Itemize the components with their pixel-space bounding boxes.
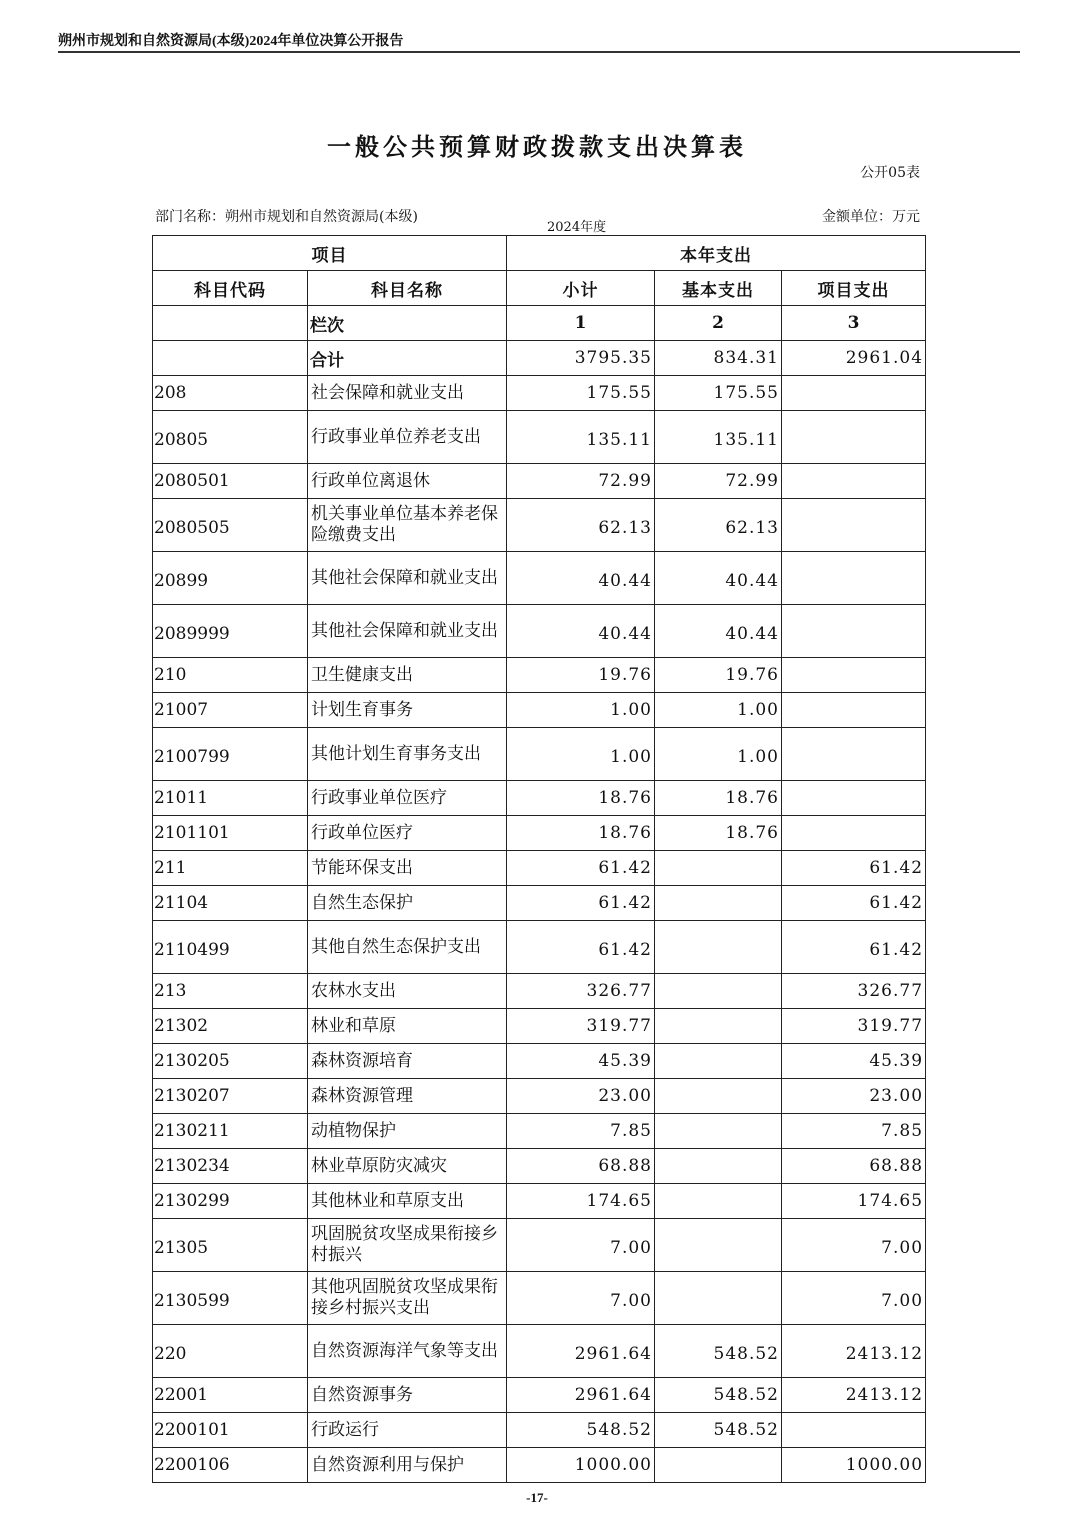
col-index-2: 2 [655, 306, 782, 341]
row-project: 23.00 [782, 1079, 926, 1114]
row-project [782, 1413, 926, 1448]
row-basic: 135.11 [655, 411, 782, 464]
row-project [782, 693, 926, 728]
expenditure-table [152, 235, 926, 1483]
row-code: 2101101 [153, 816, 308, 851]
row-code: 21305 [153, 1219, 308, 1272]
amount-unit: 金额单位：万元 [822, 209, 920, 225]
col-subtotal-header: 小计 [507, 271, 655, 306]
row-basic: 18.76 [655, 781, 782, 816]
row-basic: 40.44 [655, 605, 782, 658]
row-project [782, 376, 926, 411]
row-subtotal: 72.99 [507, 464, 655, 499]
row-subtotal: 61.42 [507, 851, 655, 886]
row-project: 7.85 [782, 1114, 926, 1149]
total-row [153, 341, 926, 376]
row-code: 20805 [153, 411, 308, 464]
fiscal-year: 2024年度 [547, 220, 607, 235]
row-name: 其他计划生育事务支出 [308, 728, 507, 781]
row-basic: 548.52 [655, 1378, 782, 1413]
row-subtotal: 174.65 [507, 1184, 655, 1219]
row-name: 机关事业单位基本养老保险缴费支出 [308, 499, 507, 552]
row-subtotal: 7.85 [507, 1114, 655, 1149]
row-project: 2413.12 [782, 1378, 926, 1413]
row-code: 213 [153, 974, 308, 1009]
row-subtotal: 175.55 [507, 376, 655, 411]
col-index-3: 3 [782, 306, 926, 341]
row-subtotal: 18.76 [507, 816, 655, 851]
row-code: 2130234 [153, 1149, 308, 1184]
form-code: 公开05表 [860, 165, 920, 181]
row-basic: 175.55 [655, 376, 782, 411]
row-project: 174.65 [782, 1184, 926, 1219]
table-row [153, 1114, 926, 1149]
col-code-header: 科目代码 [153, 271, 308, 306]
row-code: 2100799 [153, 728, 308, 781]
row-subtotal: 548.52 [507, 1413, 655, 1448]
row-name: 森林资源管理 [308, 1079, 507, 1114]
table-row [153, 781, 926, 816]
header-year-expense: 本年支出 [507, 236, 926, 271]
row-index-label: 栏次 [308, 306, 507, 341]
row-project: 319.77 [782, 1009, 926, 1044]
row-name: 巩固脱贫攻坚成果衔接乡村振兴 [308, 1219, 507, 1272]
row-basic [655, 1448, 782, 1483]
row-code: 2130205 [153, 1044, 308, 1079]
row-name: 社会保障和就业支出 [308, 376, 507, 411]
row-project [782, 464, 926, 499]
row-code: 21011 [153, 781, 308, 816]
table-row [153, 1184, 926, 1219]
row-basic [655, 886, 782, 921]
col-index-1: 1 [507, 306, 655, 341]
page-title: 一般公共预算财政拨款支出决算表 [327, 132, 747, 161]
row-project [782, 499, 926, 552]
row-subtotal: 62.13 [507, 499, 655, 552]
total-basic: 834.31 [655, 341, 782, 376]
table-row [153, 1149, 926, 1184]
row-project: 45.39 [782, 1044, 926, 1079]
row-name: 其他林业和草原支出 [308, 1184, 507, 1219]
table-row [153, 1413, 926, 1448]
row-subtotal: 68.88 [507, 1149, 655, 1184]
row-code: 2089999 [153, 605, 308, 658]
row-project [782, 411, 926, 464]
row-basic: 548.52 [655, 1413, 782, 1448]
row-name: 其他社会保障和就业支出 [308, 605, 507, 658]
row-basic [655, 1009, 782, 1044]
row-basic: 1.00 [655, 693, 782, 728]
row-subtotal: 1.00 [507, 728, 655, 781]
row-code: 21104 [153, 886, 308, 921]
row-basic: 40.44 [655, 552, 782, 605]
row-basic: 62.13 [655, 499, 782, 552]
row-code: 2080501 [153, 464, 308, 499]
row-basic: 18.76 [655, 816, 782, 851]
row-name: 动植物保护 [308, 1114, 507, 1149]
row-subtotal: 135.11 [507, 411, 655, 464]
table-row [153, 1378, 926, 1413]
row-basic [655, 1114, 782, 1149]
row-subtotal: 319.77 [507, 1009, 655, 1044]
row-basic [655, 1272, 782, 1325]
col-project-header: 项目支出 [782, 271, 926, 306]
row-project: 61.42 [782, 851, 926, 886]
row-code: 210 [153, 658, 308, 693]
row-name: 其他自然生态保护支出 [308, 921, 507, 974]
row-basic [655, 921, 782, 974]
row-basic [655, 1149, 782, 1184]
row-code: 2080505 [153, 499, 308, 552]
row-project [782, 816, 926, 851]
row-project: 1000.00 [782, 1448, 926, 1483]
row-basic [655, 974, 782, 1009]
row-code: 2130299 [153, 1184, 308, 1219]
row-basic [655, 1079, 782, 1114]
row-project: 7.00 [782, 1219, 926, 1272]
table-row [153, 921, 926, 974]
table-row [153, 499, 926, 552]
row-subtotal: 1.00 [507, 693, 655, 728]
department-name: 部门名称：朔州市规划和自然资源局(本级) [155, 209, 418, 225]
row-name: 森林资源培育 [308, 1044, 507, 1079]
total-label: 合计 [308, 341, 507, 376]
row-project [782, 728, 926, 781]
row-basic [655, 851, 782, 886]
row-project [782, 552, 926, 605]
table-row [153, 974, 926, 1009]
col-name-header: 科目名称 [308, 271, 507, 306]
row-code: 21302 [153, 1009, 308, 1044]
row-code: 2130599 [153, 1272, 308, 1325]
table-row [153, 1448, 926, 1483]
page-number: -17- [526, 1490, 548, 1505]
row-name: 行政单位离退休 [308, 464, 507, 499]
row-subtotal: 326.77 [507, 974, 655, 1009]
table-row [153, 693, 926, 728]
table-row [153, 851, 926, 886]
table-row [153, 552, 926, 605]
row-basic: 1.00 [655, 728, 782, 781]
row-project [782, 781, 926, 816]
row-project: 61.42 [782, 886, 926, 921]
row-code: 21007 [153, 693, 308, 728]
table-row [153, 1272, 926, 1325]
row-code: 2200106 [153, 1448, 308, 1483]
row-name: 行政单位医疗 [308, 816, 507, 851]
table-row [153, 411, 926, 464]
row-subtotal: 7.00 [507, 1219, 655, 1272]
header-project: 项目 [153, 236, 507, 271]
row-subtotal: 61.42 [507, 921, 655, 974]
table-row [153, 816, 926, 851]
table-row [153, 728, 926, 781]
row-subtotal: 7.00 [507, 1272, 655, 1325]
row-code: 2130207 [153, 1079, 308, 1114]
row-code: 2110499 [153, 921, 308, 974]
table-row [153, 1325, 926, 1378]
running-header: 朔州市规划和自然资源局(本级)2024年单位决算公开报告 [58, 34, 404, 49]
row-code: 211 [153, 851, 308, 886]
table-row [153, 1009, 926, 1044]
row-code: 220 [153, 1325, 308, 1378]
table-row [153, 1079, 926, 1114]
row-project [782, 658, 926, 693]
table-row [153, 605, 926, 658]
row-name: 自然资源海洋气象等支出 [308, 1325, 507, 1378]
row-subtotal: 2961.64 [507, 1325, 655, 1378]
row-name: 行政运行 [308, 1413, 507, 1448]
row-basic: 72.99 [655, 464, 782, 499]
row-subtotal: 23.00 [507, 1079, 655, 1114]
total-subtotal: 3795.35 [507, 341, 655, 376]
row-code: 20899 [153, 552, 308, 605]
total-project: 2961.04 [782, 341, 926, 376]
row-name: 农林水支出 [308, 974, 507, 1009]
row-name: 自然资源事务 [308, 1378, 507, 1413]
row-name: 自然生态保护 [308, 886, 507, 921]
row-name: 卫生健康支出 [308, 658, 507, 693]
row-subtotal: 1000.00 [507, 1448, 655, 1483]
row-subtotal: 40.44 [507, 605, 655, 658]
table-row [153, 1044, 926, 1079]
row-code: 208 [153, 376, 308, 411]
row-name: 计划生育事务 [308, 693, 507, 728]
row-name: 行政事业单位养老支出 [308, 411, 507, 464]
table-row [153, 1219, 926, 1272]
row-code: 2200101 [153, 1413, 308, 1448]
row-subtotal: 40.44 [507, 552, 655, 605]
row-project: 61.42 [782, 921, 926, 974]
row-basic: 548.52 [655, 1325, 782, 1378]
row-project: 2413.12 [782, 1325, 926, 1378]
row-name: 林业和草原 [308, 1009, 507, 1044]
table-row [153, 464, 926, 499]
row-basic [655, 1044, 782, 1079]
row-project: 326.77 [782, 974, 926, 1009]
table-row [153, 376, 926, 411]
col-basic-header: 基本支出 [655, 271, 782, 306]
header-rule [58, 51, 1020, 53]
row-code: 22001 [153, 1378, 308, 1413]
row-subtotal: 2961.64 [507, 1378, 655, 1413]
row-basic [655, 1184, 782, 1219]
row-code: 2130211 [153, 1114, 308, 1149]
table-row [153, 658, 926, 693]
row-name: 行政事业单位医疗 [308, 781, 507, 816]
row-name: 节能环保支出 [308, 851, 507, 886]
row-project [782, 605, 926, 658]
row-subtotal: 45.39 [507, 1044, 655, 1079]
row-project: 68.88 [782, 1149, 926, 1184]
table-row [153, 886, 926, 921]
row-subtotal: 61.42 [507, 886, 655, 921]
row-basic [655, 1219, 782, 1272]
row-subtotal: 19.76 [507, 658, 655, 693]
row-name: 其他巩固脱贫攻坚成果衔接乡村振兴支出 [308, 1272, 507, 1325]
row-basic: 19.76 [655, 658, 782, 693]
row-project: 7.00 [782, 1272, 926, 1325]
row-index-row [153, 306, 926, 341]
row-subtotal: 18.76 [507, 781, 655, 816]
row-name: 自然资源利用与保护 [308, 1448, 507, 1483]
row-name: 林业草原防灾减灾 [308, 1149, 507, 1184]
row-name: 其他社会保障和就业支出 [308, 552, 507, 605]
